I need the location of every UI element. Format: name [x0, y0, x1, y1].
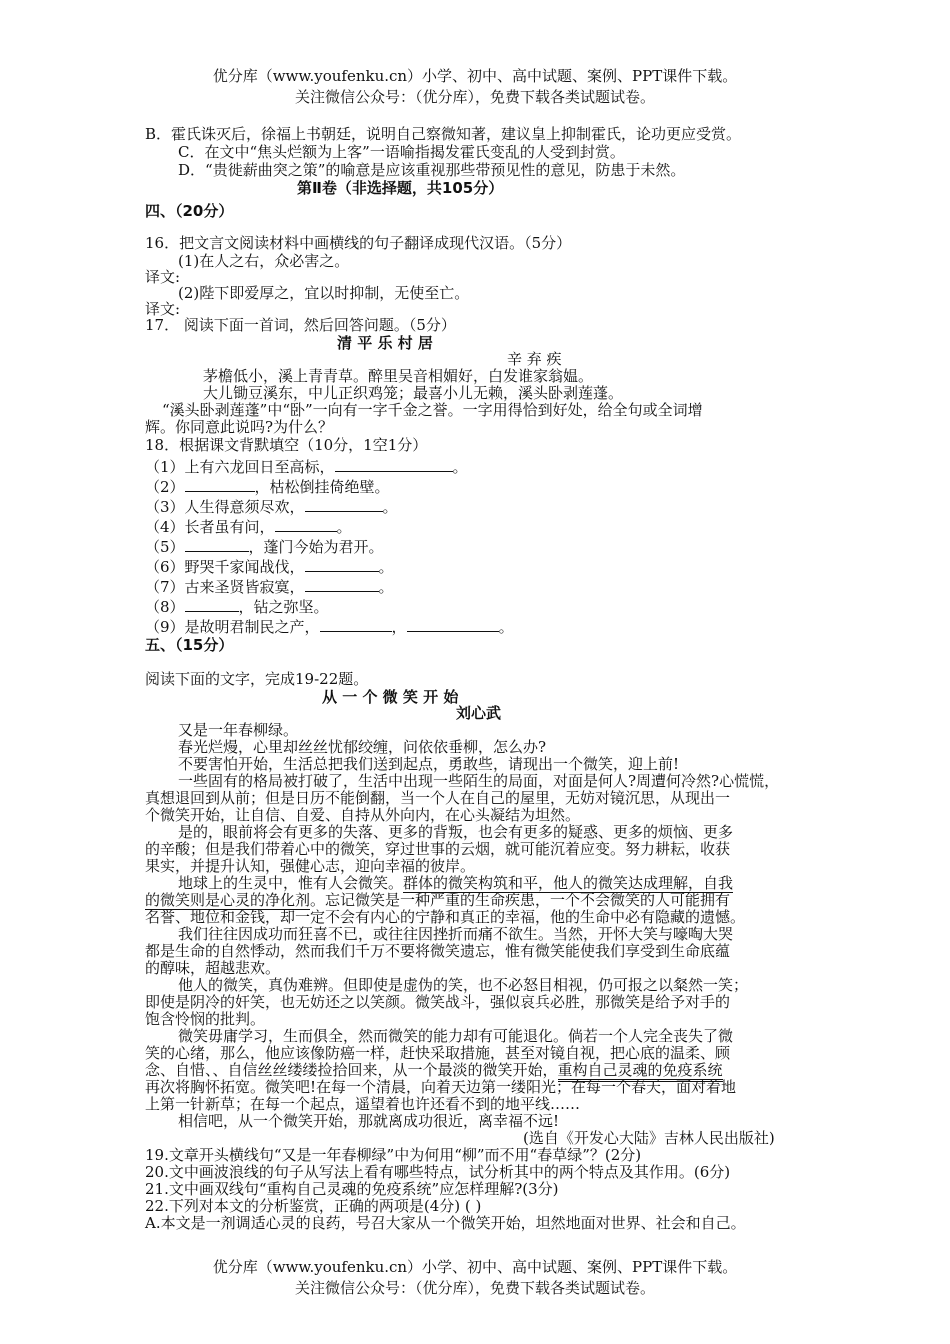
- paragraph-9-line-1: 微笑毋庸学习，生而俱全，然而微笑的能力却有可能退化。倘若一个人完全丧失了微: [178, 1027, 734, 1045]
- section-5-heading: 五、（15分）: [145, 636, 234, 654]
- paragraph-4-line-3: 个微笑开始，让自信、自爱、自持从外向内，在心头凝结为坦然。: [145, 806, 581, 824]
- poem-title: 清 平 乐 村 居: [337, 334, 433, 352]
- paragraph-9-line-3: 念、自惜、、自信丝丝缕缕捡拾回来，从一个最淡的微笑开始，重构自己灵魂的免疫系统: [145, 1061, 723, 1079]
- paragraph-5-line-2: 的辛酸；但是我们带着心中的微笑，穿过世事的云烟，就可能沉着应变。努力耕耘，收获: [145, 840, 731, 858]
- answer-blank[interactable]: [305, 497, 383, 512]
- fill-blank-1: （1）上有六龙回日至高标， 。: [145, 458, 468, 476]
- question-17-text-1: “溪头卧剥莲蓬”中“卧”一向有一字千金之誉。一字用得恰到好处，给全句或全词增: [162, 401, 703, 419]
- paragraph-6-line-3: 名誉、地位和金钱，却一定不会有内心的宁静和真正的幸福，他的生命中必有隐藏的遗憾。: [145, 908, 746, 926]
- paragraph-8-line-2: 即使是阴冷的奸笑，也无妨还之以笑颜。微笑战斗，强似哀兵必胜，那微笑是给予对手的: [145, 993, 731, 1011]
- fill-blank-4: （4）长者虽有问， 。: [145, 518, 352, 536]
- paragraph-2: 春光烂熳，心里却丝丝忧郁绞缠，问依依垂柳，怎么办?: [178, 738, 547, 756]
- answer-blank[interactable]: [185, 537, 249, 552]
- option-c: C．在文中“焦头烂额为上客”一语喻指揭发霍氏变乱的人受到封赏。: [178, 143, 625, 161]
- volume-2-title: 第Ⅱ卷（非选择题，共105分）: [297, 179, 504, 197]
- paragraph-6-line-2: 的微笑则是心灵的净化剂。忘记微笑是一种严重的生命疾患，一个不会微笑的人可能拥有: [145, 891, 731, 909]
- paragraph-10: 相信吧，从一个微笑开始，那就离成功很近，离幸福不远!: [178, 1112, 560, 1130]
- answer-blank[interactable]: [185, 597, 239, 612]
- paragraph-9-line-2: 笑的心绪，那么，他应该像防癌一样，赶快采取措施，甚至对镜自视，把心底的温柔、顾: [145, 1044, 731, 1062]
- fill-blank-2: （2） ，枯松倒挂倚绝壁。: [145, 478, 390, 496]
- question-17-text-2: 辉。你同意此说吗?为什么？: [145, 418, 334, 436]
- answer-blank[interactable]: [275, 517, 337, 532]
- answer-blank[interactable]: [335, 457, 453, 472]
- fill-blank-9: （9）是故明君制民之产， ， 。: [145, 618, 514, 636]
- translation-label-1: 译文:: [145, 268, 181, 286]
- question-19: 19.文章开头横线句“又是一年春柳绿”中为何用“柳”而不用“春草绿”？(2分): [145, 1146, 642, 1164]
- question-18: 18．根据课文背默填空（10分，1空1分）: [145, 436, 428, 454]
- answer-blank[interactable]: [305, 557, 379, 572]
- question-17: 17． 阅读下面一首词，然后回答问题。（5分）: [145, 316, 456, 334]
- translation-label-2: 译文:: [145, 300, 181, 318]
- header-line-1: 优分库（www.youfenku.cn）小学、初中、高中试题、案例、PPT课件下载。: [212, 67, 738, 85]
- paragraph-5-line-3: 果实，并提升认知，强健心志，迎向幸福的彼岸。: [145, 857, 476, 875]
- fill-blank-7: （7）古来圣贤皆寂寞， 。: [145, 578, 394, 596]
- section-4-heading: 四、（20分）: [145, 202, 234, 220]
- question-21: 21.文中画双线句“重构自己灵魂的免疫系统”应怎样理解?(3分): [145, 1180, 559, 1198]
- paragraph-9-line-5: 上第一针新草；在每一个起点，遥望着也许还看不到的地平线……: [145, 1095, 581, 1113]
- paragraph-7-line-1: 我们往往因成功而狂喜不已，或往往因挫折而痛不欲生。当然，开怀大笑与嚎啕大哭: [178, 925, 734, 943]
- paragraph-7-line-2: 都是生命的自然悸动，然而我们千万不要将微笑遗忘，惟有微笑能使我们享受到生命底蕴: [145, 942, 731, 960]
- paragraph-4-line-1: 一些固有的格局被打破了，生活中出现一些陌生的局面，对面是何人?周遭何冷然?心慌慌，: [178, 772, 780, 790]
- paragraph-7-line-3: 的醇味，超越悲欢。: [145, 959, 281, 977]
- fill-blank-5: （5） ，蓬门今始为君开。: [145, 538, 384, 556]
- question-16-2: (2)陛下即爱厚之，宜以时抑制，无使至亡。: [178, 284, 470, 302]
- paragraph-8-line-1: 他人的微笑，真伪难辨。但即使是虚伪的笑，也不必怒目相视，仍可报之以粲然一笑；: [178, 976, 749, 994]
- footer-line-2: 关注微信公众号：（优分库），免费下载各类试题试卷。: [294, 1279, 655, 1297]
- wavy-underlined-sentence: 群体的微笑构筑和平，他人的微笑达成理解，自我: [403, 874, 734, 892]
- answer-blank[interactable]: [407, 617, 499, 632]
- article-title: 从 一 个 微 笑 开 始: [322, 688, 459, 706]
- article-source: (选自《开发心大陆》吉林人民出版社): [523, 1129, 775, 1147]
- poem-line-2: 大儿锄豆溪东，中儿正织鸡笼；最喜小儿无赖，溪头卧剥莲蓬。: [203, 384, 624, 402]
- paragraph-1: 又是一年春柳绿。: [178, 721, 299, 739]
- paragraph-6-line-1: 地球上的生灵中，惟有人会微笑。群体的微笑构筑和平，他人的微笑达成理解，自我: [178, 874, 734, 892]
- answer-blank[interactable]: [320, 617, 392, 632]
- wavy-underlined-sentence-end: 的微笑则是心灵的净化剂: [145, 891, 311, 909]
- reading-intro: 阅读下面的文字，完成19-22题。: [145, 670, 369, 688]
- question-20: 20.文中画波浪线的句子从写法上看有哪些特点，试分析其中的两个特点及其作用。(6分): [145, 1163, 731, 1181]
- double-underlined-sentence: 重构自己灵魂的免疫系统: [558, 1061, 723, 1082]
- option-b: B．霍氏诛灭后，徐福上书朝廷，说明自己察微知著，建议皇上抑制霍氏，论功更应受赏。: [145, 125, 742, 143]
- paragraph-8-line-3: 饱含怜悯的批判。: [145, 1010, 266, 1028]
- paragraph-5-line-1: 是的，眼前将会有更多的失落、更多的背叛，也会有更多的疑惑、更多的烦恼、更多: [178, 823, 734, 841]
- paragraph-4-line-2: 真想退回到从前；但是日历不能倒翻，当一个人在自己的屋里，无妨对镜沉思，从现出一: [145, 789, 731, 807]
- question-22-option-a: A.本文是一剂调适心灵的良药，号召大家从一个微笑开始，坦然地面对世界、社会和自己。: [145, 1214, 746, 1232]
- option-d: D．“贵徙薪曲突之策”的喻意是应该重视那些带预见性的意见，防患于未然。: [178, 161, 686, 179]
- fill-blank-8: （8） ，钻之弥坚。: [145, 598, 329, 616]
- question-22: 22.下列对本文的分析鉴赏，正确的两项是(4分) ( ): [145, 1197, 482, 1215]
- footer-line-1: 优分库（www.youfenku.cn）小学、初中、高中试题、案例、PPT课件下载。: [212, 1258, 738, 1276]
- poem-line-1: 茅檐低小，溪上青青草。醉里吴音相媚好，白发谁家翁媪。: [203, 367, 594, 385]
- paragraph-3: 不要害怕开始，生活总把我们送到起点，勇敢些，请现出一个微笑，迎上前!: [178, 755, 680, 773]
- paragraph-9-line-4: 再次将胸怀拓宽。微笑吧!在每一个清晨，向着天边第一缕阳光；在每一个春天，面对着地: [145, 1078, 737, 1096]
- answer-blank[interactable]: [185, 477, 255, 492]
- question-16-1: (1)在人之右，众必害之。: [178, 252, 350, 270]
- answer-blank[interactable]: [305, 577, 379, 592]
- question-16: 16．把文言文阅读材料中画横线的句子翻译成现代汉语。（5分）: [145, 234, 572, 252]
- poem-author: 辛 弃 疾: [507, 350, 562, 368]
- article-author: 刘心武: [456, 704, 502, 722]
- header-line-2: 关注微信公众号：（优分库），免费下载各类试题试卷。: [294, 88, 655, 106]
- fill-blank-6: （6）野哭千家闻战伐， 。: [145, 558, 394, 576]
- fill-blank-3: （3）人生得意须尽欢， 。: [145, 498, 398, 516]
